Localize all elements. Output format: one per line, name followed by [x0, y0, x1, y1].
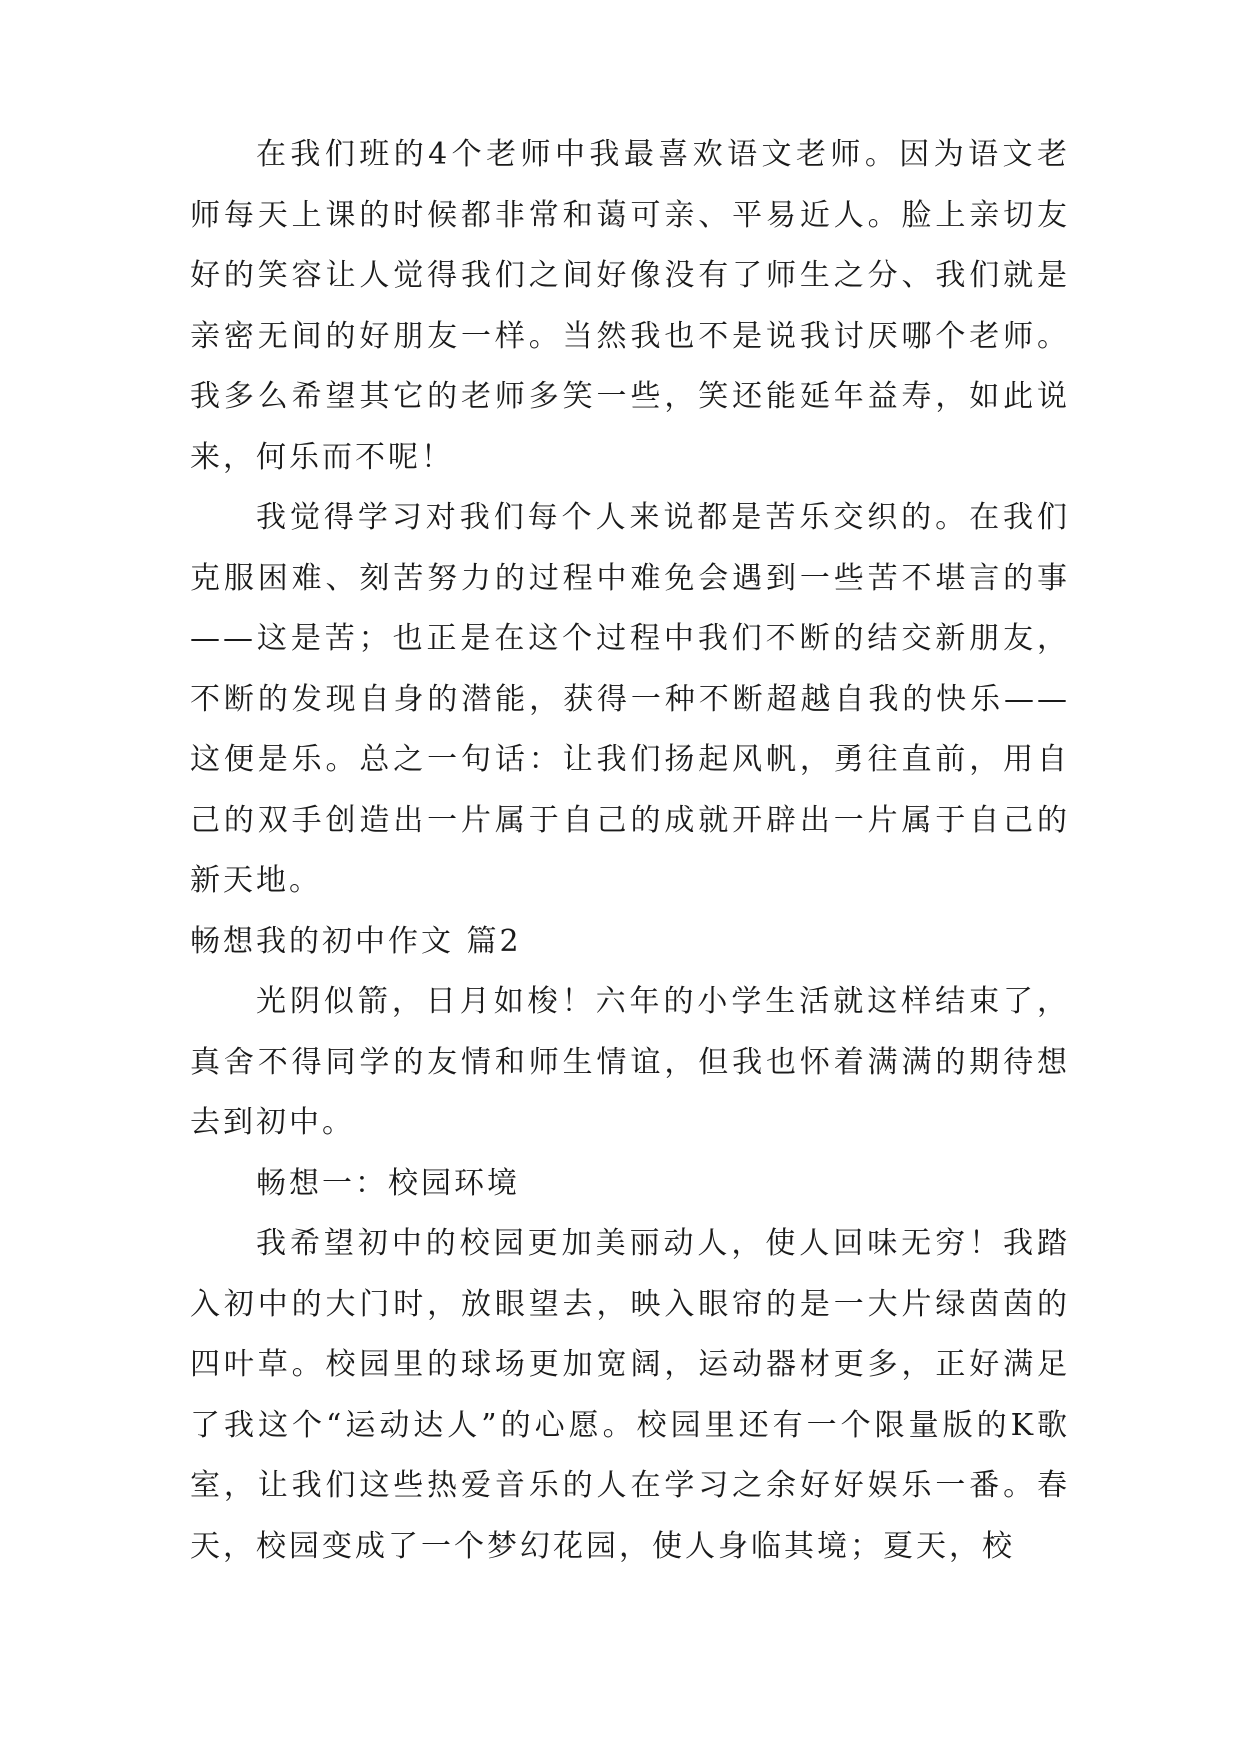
section-title-campus-environment: 畅想一：校园环境: [256, 1165, 520, 1201]
paragraph-favorite-teacher: 在我们班的4个老师中我最喜欢语文老师。因为语文老师每天上课的时候都非常和蔼可亲、平易近人。脸上亲切友好的笑容让人觉得我们之间好像没有了师生之分、我们就是亲密无间的好朋友一样。当然我也不是说我讨厌哪个老师。我多么希望其它的老师多笑一些，笑还能延年益寿，如此说来，何乐而不呢！: [190, 137, 1070, 475]
paragraph-campus-wish: 我希望初中的校园更加美丽动人，使人回味无穷！我踏入初中的大门时，放眼望去，映入眼帘的是一大片绿茵茵的四叶草。校园里的球场更加宽阔，运动器材更多，正好满足了我这个“运动达人”的心愿。校园里还有一个限量版的K歌室，让我们这些热爱音乐的人在学习之余好好娱乐一番。春天，校园变成了一个梦幻花园，使人身临其境；夏天，校: [190, 1226, 1070, 1564]
essay-heading: 畅想我的初中作文 篇2: [190, 923, 522, 959]
paragraph-time-flies: 光阴似箭，日月如梭！六年的小学生活就这样结束了，真舍不得同学的友情和师生情谊，但我也怀着满满的期待想去到初中。: [190, 984, 1070, 1140]
paragraph-learning-bitter-sweet: 我觉得学习对我们每个人来说都是苦乐交织的。在我们克服困难、刻苦努力的过程中难免会遇到一些苦不堪言的事——这是苦；也正是在这个过程中我们不断的结交新朋友，不断的发现自身的潜能，获得一种不断超越自我的快乐——这便是乐。总之一句话：让我们扬起风帆，勇往直前，用自己的双手创造出一片属于自己的成就开辟出一片属于自己的新天地。: [190, 500, 1070, 898]
document-page: [190, 125, 1070, 1577]
